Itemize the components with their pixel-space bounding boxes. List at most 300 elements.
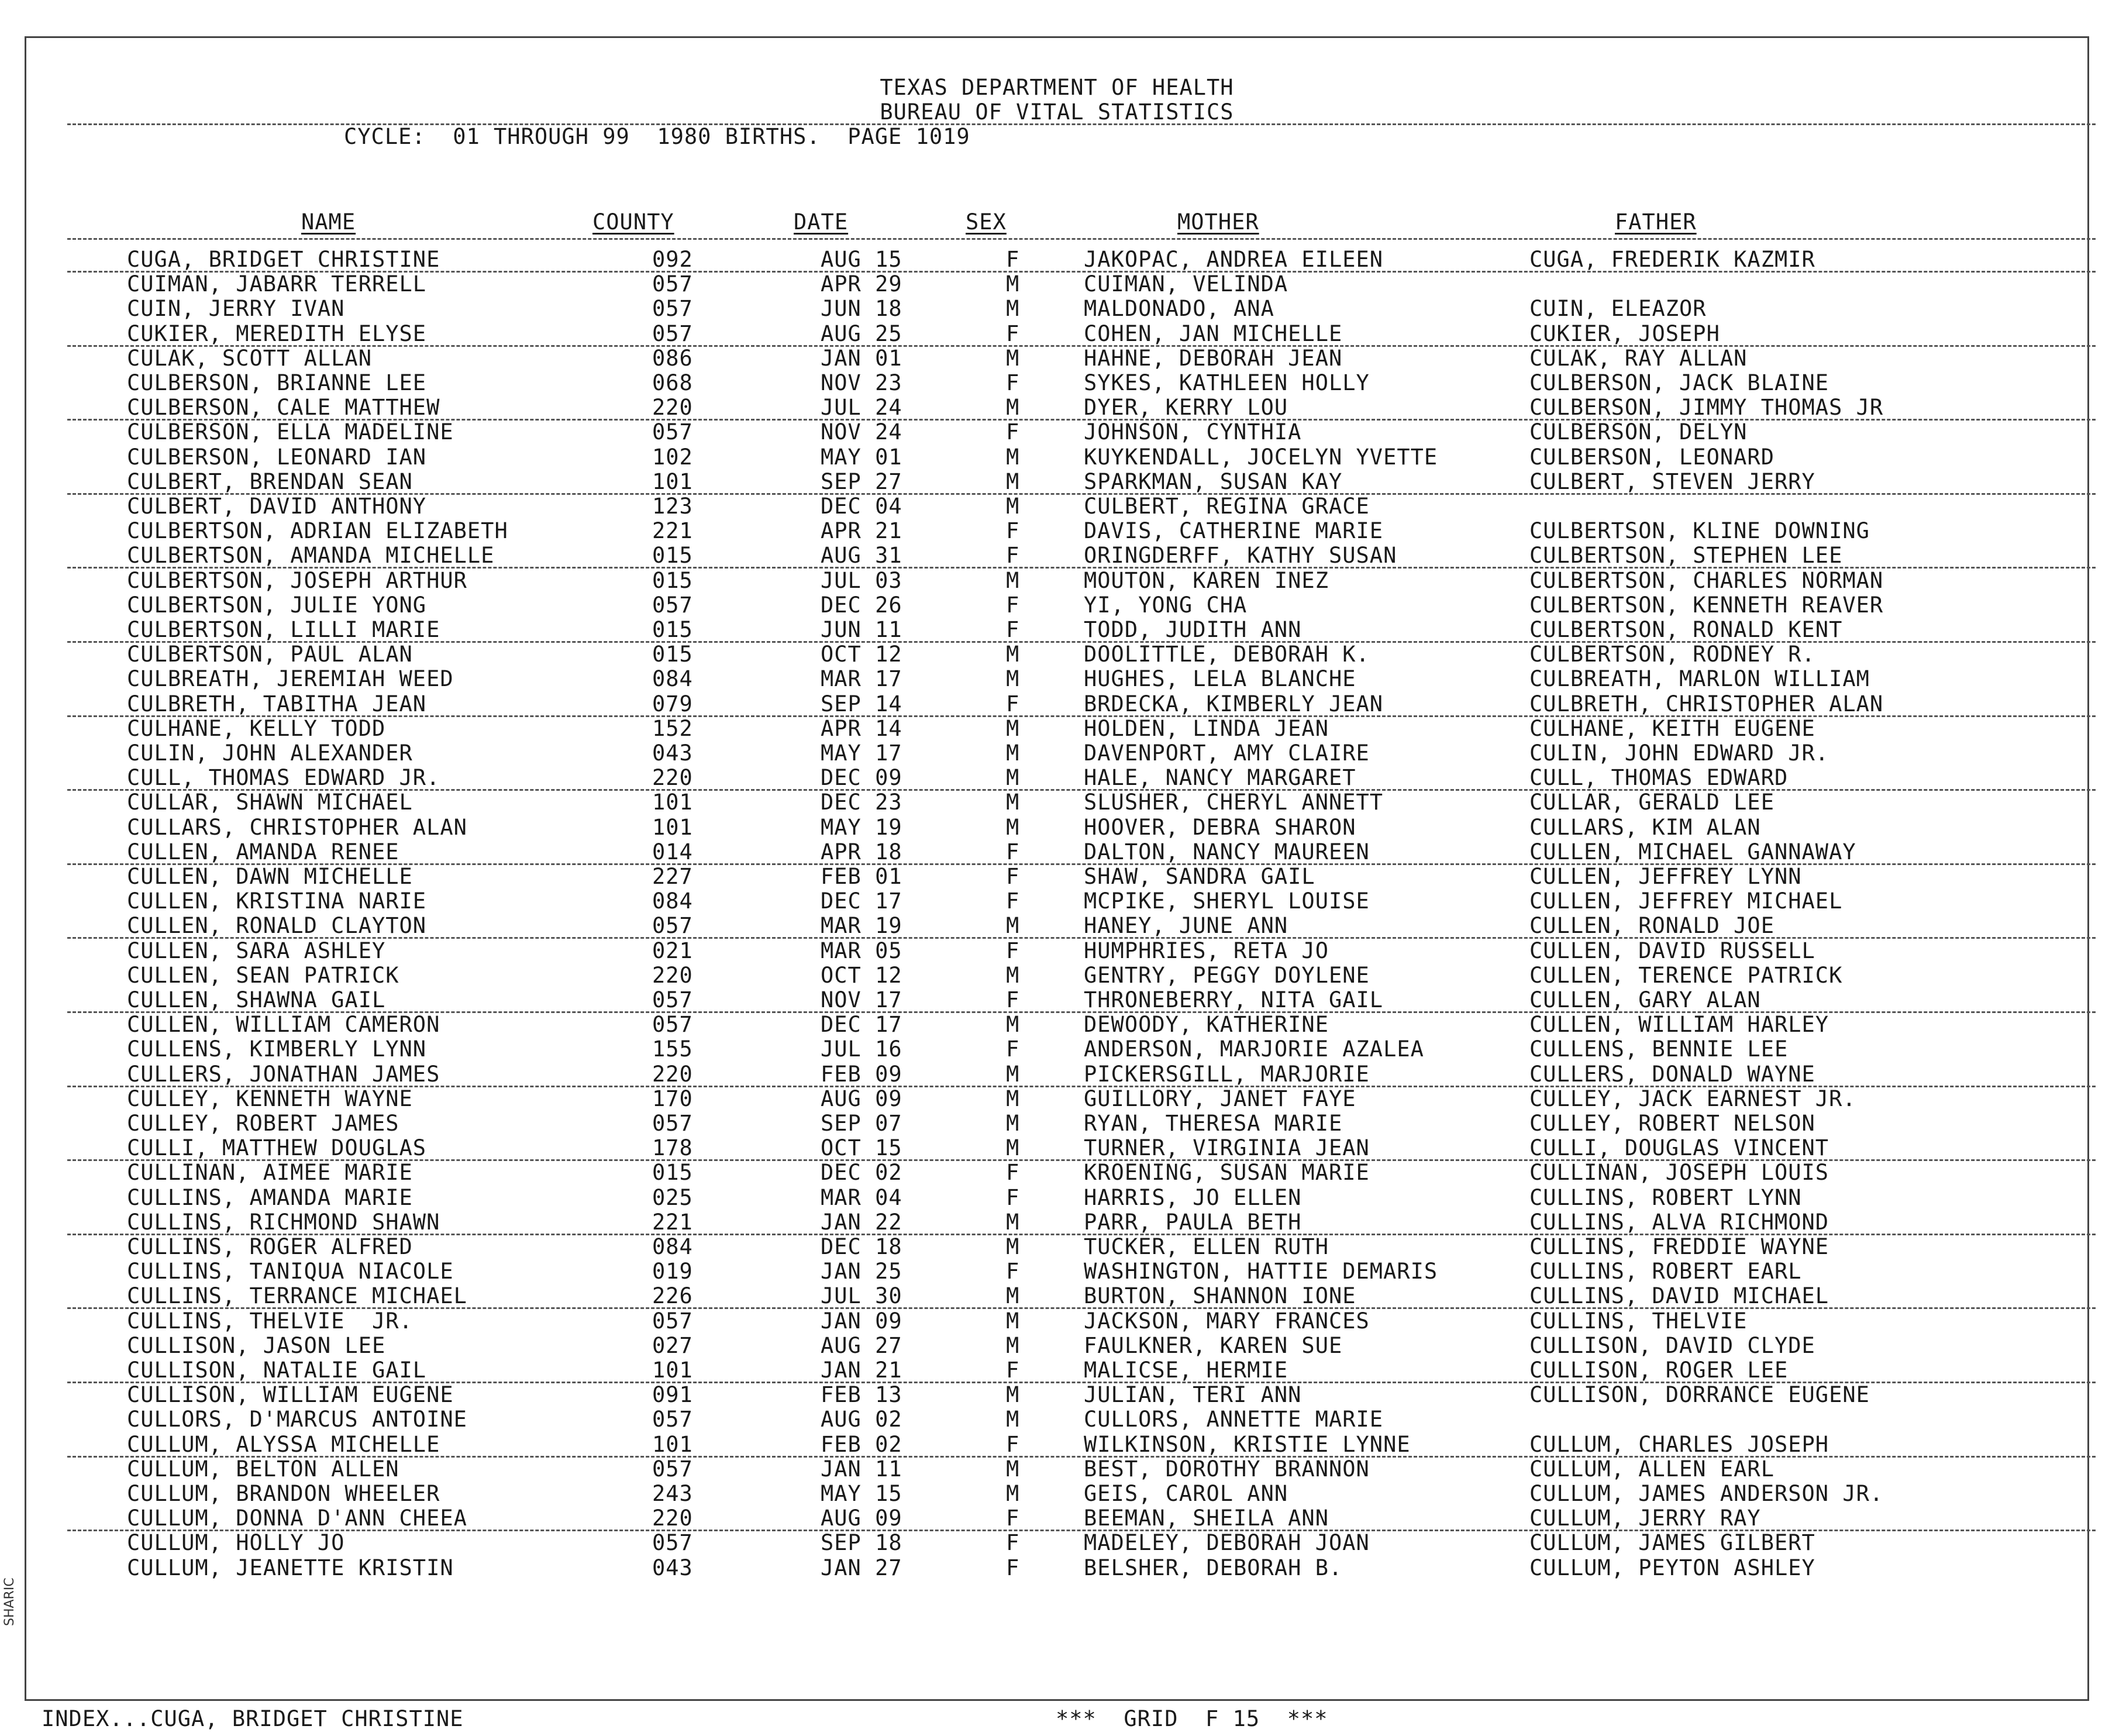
cell-sex: M [1006, 1382, 1020, 1408]
cell-date: APR 21 [821, 518, 902, 544]
cell-county: 084 [652, 666, 693, 692]
cell-sex: M [1006, 1209, 1020, 1235]
cell-county: 092 [652, 247, 693, 272]
cell-county: 101 [652, 1358, 693, 1383]
cell-date: JUL 30 [821, 1283, 902, 1309]
cell-sex: M [1006, 1481, 1020, 1506]
cell-name: CULLINS, TERRANCE MICHAEL [127, 1283, 467, 1309]
cell-sex: F [1006, 321, 1020, 346]
table-row [26, 593, 2087, 618]
cell-county: 057 [652, 592, 693, 618]
cell-county: 019 [652, 1259, 693, 1284]
table-row [26, 914, 2087, 938]
cell-father: CULIN, JOHN EDWARD JR. [1529, 740, 1829, 766]
cell-mother: GUILLORY, JANET FAYE [1084, 1086, 1356, 1111]
page-frame [25, 36, 2089, 1731]
cell-date: JAN 21 [821, 1358, 902, 1383]
cell-father: CULLEN, MICHAEL GANNAWAY [1529, 839, 1856, 864]
cell-county: 101 [652, 1431, 693, 1457]
cell-name: CULLUM, BRANDON WHEELER [127, 1481, 440, 1506]
cell-date: JAN 27 [821, 1555, 902, 1580]
cell-sex: M [1006, 494, 1020, 519]
cell-mother: DEWOODY, KATHERINE [1084, 1012, 1329, 1038]
cell-father: CUIN, ELEAZOR [1529, 296, 1707, 322]
cell-father: CULLEN, DAVID RUSSELL [1529, 938, 1815, 963]
cell-sex: M [1006, 1135, 1020, 1161]
cell-mother: ORINGDERFF, KATHY SUSAN [1084, 543, 1397, 569]
side-mark: SHARIC [2, 1577, 17, 1626]
cell-date: NOV 24 [821, 419, 902, 445]
cell-mother: HALE, NANCY MARGARET [1084, 765, 1356, 791]
cell-name: CULLUM, BELTON ALLEN [127, 1456, 399, 1482]
cell-county: 043 [652, 740, 693, 766]
cell-date: AUG 31 [821, 543, 902, 569]
column-header-sex: SEX [966, 209, 1007, 235]
table-row [26, 889, 2087, 914]
cell-mother: BEST, DOROTHY BRANNON [1084, 1456, 1370, 1482]
cell-mother: HAHNE, DEBORAH JEAN [1084, 345, 1343, 371]
cell-mother: FAULKNER, KAREN SUE [1084, 1332, 1343, 1358]
table-row [26, 420, 2087, 445]
cell-father: CULLINS, DAVID MICHAEL [1529, 1283, 1829, 1309]
cell-county: 226 [652, 1283, 693, 1309]
table-row [26, 272, 2087, 297]
cell-county: 015 [652, 1160, 693, 1186]
cell-name: CULLI, MATTHEW DOUGLAS [127, 1135, 427, 1161]
cell-father: CULBERTSON, KENNETH REAVER [1529, 592, 1884, 618]
cell-sex: M [1006, 1407, 1020, 1432]
cell-date: JAN 22 [821, 1209, 902, 1235]
cell-sex: F [1006, 543, 1020, 569]
cell-sex: F [1006, 1555, 1020, 1580]
cell-county: 057 [652, 913, 693, 939]
cell-sex: M [1006, 1111, 1020, 1136]
cell-father: CULLUM, JAMES GILBERT [1529, 1530, 1815, 1556]
table-row [26, 519, 2087, 543]
cell-date: DEC 17 [821, 1012, 902, 1038]
cell-father: CULLEN, GARY ALAN [1529, 987, 1761, 1012]
table-row [26, 470, 2087, 494]
cell-date: OCT 12 [821, 962, 902, 988]
cell-father: CUGA, FREDERIK KAZMIR [1529, 247, 1815, 272]
table-row [26, 939, 2087, 963]
cell-county: 220 [652, 765, 693, 791]
cell-county: 178 [652, 1135, 693, 1161]
cell-date: SEP 27 [821, 469, 902, 494]
cell-date: AUG 15 [821, 247, 902, 272]
cell-date: JAN 09 [821, 1308, 902, 1334]
cell-county: 152 [652, 715, 693, 741]
cell-name: CULHANE, KELLY TODD [127, 715, 386, 741]
cell-father: CUKIER, JOSEPH [1529, 321, 1720, 346]
table-row [26, 988, 2087, 1012]
cell-date: DEC 09 [821, 765, 902, 791]
table-row [26, 1160, 2087, 1185]
cell-county: 068 [652, 370, 693, 395]
cell-name: CULLEN, SARA ASHLEY [127, 938, 386, 963]
cell-name: CULLEY, ROBERT JAMES [127, 1111, 399, 1136]
cell-father: CULBERTSON, KLINE DOWNING [1529, 518, 1870, 544]
cell-mother: PICKERSGILL, MARJORIE [1084, 1061, 1370, 1087]
cell-name: CULBREATH, JEREMIAH WEED [127, 666, 454, 692]
column-header-father: FATHER [1615, 209, 1697, 235]
table-row [26, 667, 2087, 691]
cell-mother: SYKES, KATHLEEN HOLLY [1084, 370, 1370, 395]
table-row [26, 445, 2087, 470]
table-row [26, 1383, 2087, 1407]
table-row [26, 569, 2087, 593]
cell-name: CULLAR, SHAWN MICHAEL [127, 790, 413, 815]
cell-father: CULLEY, ROBERT NELSON [1529, 1111, 1815, 1136]
cell-name: CULL, THOMAS EDWARD JR. [127, 765, 440, 791]
cell-name: CULLERS, JONATHAN JAMES [127, 1061, 440, 1087]
cell-date: DEC 26 [821, 592, 902, 618]
cell-sex: F [1006, 370, 1020, 395]
cell-county: 057 [652, 1012, 693, 1038]
cell-date: AUG 25 [821, 321, 902, 346]
cell-mother: JOHNSON, CYNTHIA [1084, 419, 1302, 445]
cell-sex: M [1006, 567, 1020, 593]
cell-county: 014 [652, 839, 693, 864]
cell-sex: F [1006, 1160, 1020, 1186]
cell-name: CUIN, JERRY IVAN [127, 296, 345, 322]
cell-mother: SHAW, SANDRA GAIL [1084, 864, 1315, 889]
cell-mother: CUIMAN, VELINDA [1084, 271, 1288, 297]
cell-name: CULIN, JOHN ALEXANDER [127, 740, 413, 766]
cell-father: CULLARS, KIM ALAN [1529, 814, 1761, 840]
cell-name: CULLINS, TANIQUA NIACOLE [127, 1259, 454, 1284]
cell-date: AUG 09 [821, 1506, 902, 1531]
cell-mother: JACKSON, MARY FRANCES [1084, 1308, 1370, 1334]
cell-date: OCT 12 [821, 642, 902, 667]
cell-mother: BEEMAN, SHEILA ANN [1084, 1506, 1329, 1531]
cell-sex: F [1006, 1259, 1020, 1284]
cell-date: FEB 09 [821, 1061, 902, 1087]
cell-county: 220 [652, 1506, 693, 1531]
cell-date: JAN 01 [821, 345, 902, 371]
cell-mother: DAVENPORT, AMY CLAIRE [1084, 740, 1370, 766]
cell-mother: DYER, KERRY LOU [1084, 395, 1288, 421]
cell-mother: DOOLITTLE, DEBORAH K. [1084, 642, 1370, 667]
cell-father: CULLISON, ROGER LEE [1529, 1358, 1789, 1383]
cell-mother: MALICSE, HERMIE [1084, 1358, 1288, 1383]
cell-date: MAY 19 [821, 814, 902, 840]
cell-sex: M [1006, 444, 1020, 470]
cell-sex: M [1006, 1234, 1020, 1259]
cell-county: 086 [652, 345, 693, 371]
cell-sex: M [1006, 715, 1020, 741]
cell-name: CULLISON, JASON LEE [127, 1332, 386, 1358]
cell-father: CULLINS, ROBERT LYNN [1529, 1184, 1802, 1210]
cell-sex: F [1006, 518, 1020, 544]
cell-mother: GENTRY, PEGGY DOYLENE [1084, 962, 1370, 988]
cell-name: CULLUM, ALYSSA MICHELLE [127, 1431, 440, 1457]
cell-father: CULBERSON, JIMMY THOMAS JR [1529, 395, 1884, 421]
cell-father: CULBERT, STEVEN JERRY [1529, 469, 1815, 494]
cell-mother: KUYKENDALL, JOCELYN YVETTE [1084, 444, 1438, 470]
cell-county: 057 [652, 296, 693, 322]
cell-date: DEC 04 [821, 494, 902, 519]
cell-mother: HARRIS, JO ELLEN [1084, 1184, 1302, 1210]
cell-sex: F [1006, 864, 1020, 889]
cell-sex: F [1006, 839, 1020, 864]
table-row [26, 1111, 2087, 1136]
cell-date: JUN 11 [821, 617, 902, 642]
cell-mother: ANDERSON, MARJORIE AZALEA [1084, 1036, 1424, 1062]
cell-date: MAR 17 [821, 666, 902, 692]
cell-name: CULBRETH, TABITHA JEAN [127, 691, 427, 717]
cell-father: CULLENS, BENNIE LEE [1529, 1036, 1789, 1062]
cell-county: 220 [652, 1061, 693, 1087]
cell-name: CULBERTSON, JOSEPH ARTHUR [127, 567, 467, 593]
cell-father: CULBERTSON, RONALD KENT [1529, 617, 1843, 642]
cell-mother: DAVIS, CATHERINE MARIE [1084, 518, 1384, 544]
column-header-name: NAME [301, 209, 356, 235]
cell-sex: M [1006, 913, 1020, 939]
cell-name: CULLEN, RONALD CLAYTON [127, 913, 427, 939]
cell-father: CULLEN, RONALD JOE [1529, 913, 1774, 939]
table-row [26, 963, 2087, 988]
cell-date: APR 18 [821, 839, 902, 864]
cell-date: AUG 02 [821, 1407, 902, 1432]
cell-county: 079 [652, 691, 693, 717]
cell-mother: WILKINSON, KRISTIE LYNNE [1084, 1431, 1411, 1457]
cell-date: MAY 17 [821, 740, 902, 766]
cell-father: CULLISON, DAVID CLYDE [1529, 1332, 1815, 1358]
cell-sex: F [1006, 1506, 1020, 1531]
table-row [26, 1136, 2087, 1160]
cell-sex: F [1006, 691, 1020, 717]
cell-sex: M [1006, 1308, 1020, 1334]
cell-name: CULBERT, DAVID ANTHONY [127, 494, 427, 519]
cell-mother: MOUTON, KAREN INEZ [1084, 567, 1329, 593]
cell-mother: TUCKER, ELLEN RUTH [1084, 1234, 1329, 1259]
cell-date: DEC 02 [821, 1160, 902, 1186]
cell-name: CULBERSON, CALE MATTHEW [127, 395, 440, 421]
cell-name: CULLENS, KIMBERLY LYNN [127, 1036, 427, 1062]
cell-date: JUN 18 [821, 296, 902, 322]
cell-date: SEP 18 [821, 1530, 902, 1556]
cell-county: 057 [652, 1456, 693, 1482]
cell-sex: F [1006, 1036, 1020, 1062]
cell-mother: BURTON, SHANNON IONE [1084, 1283, 1356, 1309]
cell-date: DEC 23 [821, 790, 902, 815]
cell-father: CULLUM, CHARLES JOSEPH [1529, 1431, 1829, 1457]
cell-sex: M [1006, 666, 1020, 692]
cell-date: APR 29 [821, 271, 902, 297]
cell-date: FEB 02 [821, 1431, 902, 1457]
cell-county: 084 [652, 1234, 693, 1259]
cell-mother: RYAN, THERESA MARIE [1084, 1111, 1343, 1136]
cell-date: MAR 05 [821, 938, 902, 963]
cell-sex: M [1006, 1012, 1020, 1038]
cell-father: CULBERSON, DELYN [1529, 419, 1748, 445]
cell-date: JUL 03 [821, 567, 902, 593]
column-header-mother: MOTHER [1177, 209, 1259, 235]
cell-date: DEC 17 [821, 888, 902, 914]
cell-sex: M [1006, 814, 1020, 840]
header-bureau: BUREAU OF VITAL STATISTICS [880, 99, 1234, 125]
table-row [26, 1432, 2087, 1457]
table-row [26, 1284, 2087, 1308]
cell-county: 015 [652, 617, 693, 642]
cell-name: CULLARS, CHRISTOPHER ALAN [127, 814, 467, 840]
cell-county: 102 [652, 444, 693, 470]
cell-sex: M [1006, 395, 1020, 421]
cell-father: CULBERTSON, RODNEY R. [1529, 642, 1815, 667]
cell-sex: F [1006, 592, 1020, 618]
cell-name: CULAK, SCOTT ALLAN [127, 345, 372, 371]
cell-father: CULLEN, TERENCE PATRICK [1529, 962, 1843, 988]
cell-date: SEP 14 [821, 691, 902, 717]
cell-mother: MCPIKE, SHERYL LOUISE [1084, 888, 1370, 914]
cell-name: CULLISON, NATALIE GAIL [127, 1358, 427, 1383]
table-row [26, 297, 2087, 321]
cell-name: CULBERTSON, JULIE YONG [127, 592, 427, 618]
cell-county: 015 [652, 567, 693, 593]
table-row [26, 717, 2087, 741]
cell-mother: WASHINGTON, HATTIE DEMARIS [1084, 1259, 1438, 1284]
cell-sex: M [1006, 1332, 1020, 1358]
cell-father: CULLEN, JEFFREY LYNN [1529, 864, 1802, 889]
cell-name: CULBERTSON, ADRIAN ELIZABETH [127, 518, 508, 544]
cell-father: CULBERSON, LEONARD [1529, 444, 1774, 470]
cell-date: JUL 24 [821, 395, 902, 421]
cell-father: CULLEN, WILLIAM HARLEY [1529, 1012, 1829, 1038]
cell-name: CULBERSON, BRIANNE LEE [127, 370, 427, 395]
cell-county: 221 [652, 518, 693, 544]
cell-county: 123 [652, 494, 693, 519]
cell-mother: HUGHES, LELA BLANCHE [1084, 666, 1356, 692]
cell-sex: M [1006, 962, 1020, 988]
cell-father: CULLAR, GERALD LEE [1529, 790, 1774, 815]
cell-date: NOV 17 [821, 987, 902, 1012]
cell-county: 015 [652, 642, 693, 667]
cell-mother: HUMPHRIES, RETA JO [1084, 938, 1329, 963]
cell-name: CULBERSON, ELLA MADELINE [127, 419, 454, 445]
cell-date: MAR 04 [821, 1184, 902, 1210]
cell-mother: HANEY, JUNE ANN [1084, 913, 1288, 939]
cell-sex: F [1006, 617, 1020, 642]
cell-date: OCT 15 [821, 1135, 902, 1161]
cell-name: CULLEN, DAWN MICHELLE [127, 864, 413, 889]
cell-mother: COHEN, JAN MICHELLE [1084, 321, 1343, 346]
cell-county: 057 [652, 321, 693, 346]
cell-mother: HOLDEN, LINDA JEAN [1084, 715, 1329, 741]
cell-father: CULLUM, JAMES ANDERSON JR. [1529, 1481, 1884, 1506]
cell-sex: F [1006, 1358, 1020, 1383]
cell-date: JAN 25 [821, 1259, 902, 1284]
cell-name: CULLEN, KRISTINA NARIE [127, 888, 427, 914]
cell-date: SEP 07 [821, 1111, 902, 1136]
table-row [26, 247, 2087, 272]
cell-name: CULLUM, DONNA D'ANN CHEEA [127, 1506, 467, 1531]
cell-father: CULLEN, JEFFREY MICHAEL [1529, 888, 1843, 914]
cell-date: JUL 16 [821, 1036, 902, 1062]
cell-name: CULLINAN, AIMEE MARIE [127, 1160, 413, 1186]
footer-grid: *** GRID F 15 *** [1056, 1706, 1328, 1731]
table-row [26, 1407, 2087, 1432]
table-row [26, 692, 2087, 717]
cell-mother: DALTON, NANCY MAUREEN [1084, 839, 1370, 864]
table-row [26, 1556, 2087, 1580]
cell-mother: MADELEY, DEBORAH JOAN [1084, 1530, 1370, 1556]
cell-name: CULLEN, AMANDA RENEE [127, 839, 399, 864]
table-row [26, 1259, 2087, 1284]
cell-county: 170 [652, 1086, 693, 1111]
cell-name: CUKIER, MEREDITH ELYSE [127, 321, 427, 346]
cell-father: CULLI, DOUGLAS VINCENT [1529, 1135, 1829, 1161]
cell-name: CULLEN, WILLIAM CAMERON [127, 1012, 440, 1038]
cell-name: CULBERTSON, LILLI MARIE [127, 617, 440, 642]
table-row [26, 322, 2087, 346]
cell-name: CULLUM, JEANETTE KRISTIN [127, 1555, 454, 1580]
cell-name: CULBERTSON, PAUL ALAN [127, 642, 413, 667]
cell-name: CULLINS, ROGER ALFRED [127, 1234, 413, 1259]
table-row [26, 1037, 2087, 1062]
cell-name: CULBERTSON, AMANDA MICHELLE [127, 543, 495, 569]
table-row [26, 642, 2087, 667]
cell-name: CULLINS, RICHMOND SHAWN [127, 1209, 440, 1235]
cell-county: 101 [652, 814, 693, 840]
cell-mother: THRONEBERRY, NITA GAIL [1084, 987, 1384, 1012]
cell-father: CULLINS, ROBERT EARL [1529, 1259, 1802, 1284]
cell-county: 227 [652, 864, 693, 889]
cell-mother: TODD, JUDITH ANN [1084, 617, 1302, 642]
cell-father: CULAK, RAY ALLAN [1529, 345, 1748, 371]
cell-sex: F [1006, 888, 1020, 914]
cell-mother: JULIAN, TERI ANN [1084, 1382, 1302, 1408]
cell-sex: M [1006, 740, 1020, 766]
cell-sex: F [1006, 938, 1020, 963]
cell-date: MAY 01 [821, 444, 902, 470]
cell-father: CULLISON, DORRANCE EUGENE [1529, 1382, 1870, 1408]
cell-sex: M [1006, 765, 1020, 791]
cell-father: CULLINS, ALVA RICHMOND [1529, 1209, 1829, 1235]
cell-name: CULLUM, HOLLY JO [127, 1530, 345, 1556]
table-row [26, 1531, 2087, 1555]
cell-sex: F [1006, 247, 1020, 272]
cell-mother: BRDECKA, KIMBERLY JEAN [1084, 691, 1384, 717]
cell-sex: M [1006, 296, 1020, 322]
table-row [26, 1457, 2087, 1482]
cell-sex: F [1006, 1184, 1020, 1210]
table-row [26, 1482, 2087, 1506]
cell-father: CULBERTSON, CHARLES NORMAN [1529, 567, 1884, 593]
cell-father: CULLUM, ALLEN EARL [1529, 1456, 1774, 1482]
cell-date: MAY 15 [821, 1481, 902, 1506]
cell-father: CULLUM, PEYTON ASHLEY [1529, 1555, 1815, 1580]
cell-sex: M [1006, 1456, 1020, 1482]
cell-father: CULLINAN, JOSEPH LOUIS [1529, 1160, 1829, 1186]
cell-sex: M [1006, 1086, 1020, 1111]
cell-county: 025 [652, 1184, 693, 1210]
cell-mother: HOOVER, DEBRA SHARON [1084, 814, 1356, 840]
header-cycle: CYCLE: 01 THROUGH 99 1980 BIRTHS. PAGE 1019 [344, 124, 970, 149]
cell-name: CULLINS, AMANDA MARIE [127, 1184, 413, 1210]
cell-sex: F [1006, 987, 1020, 1012]
cell-father: CULBREATH, MARLON WILLIAM [1529, 666, 1870, 692]
column-header-divider [67, 238, 2096, 240]
cell-county: 091 [652, 1382, 693, 1408]
table-row [26, 1358, 2087, 1383]
cell-father: CULHANE, KEITH EUGENE [1529, 715, 1815, 741]
cell-county: 101 [652, 469, 693, 494]
cell-county: 243 [652, 1481, 693, 1506]
table-row [26, 815, 2087, 840]
cell-mother: CULLORS, ANNETTE MARIE [1084, 1407, 1384, 1432]
cell-father: CULLINS, THELVIE [1529, 1308, 1748, 1334]
